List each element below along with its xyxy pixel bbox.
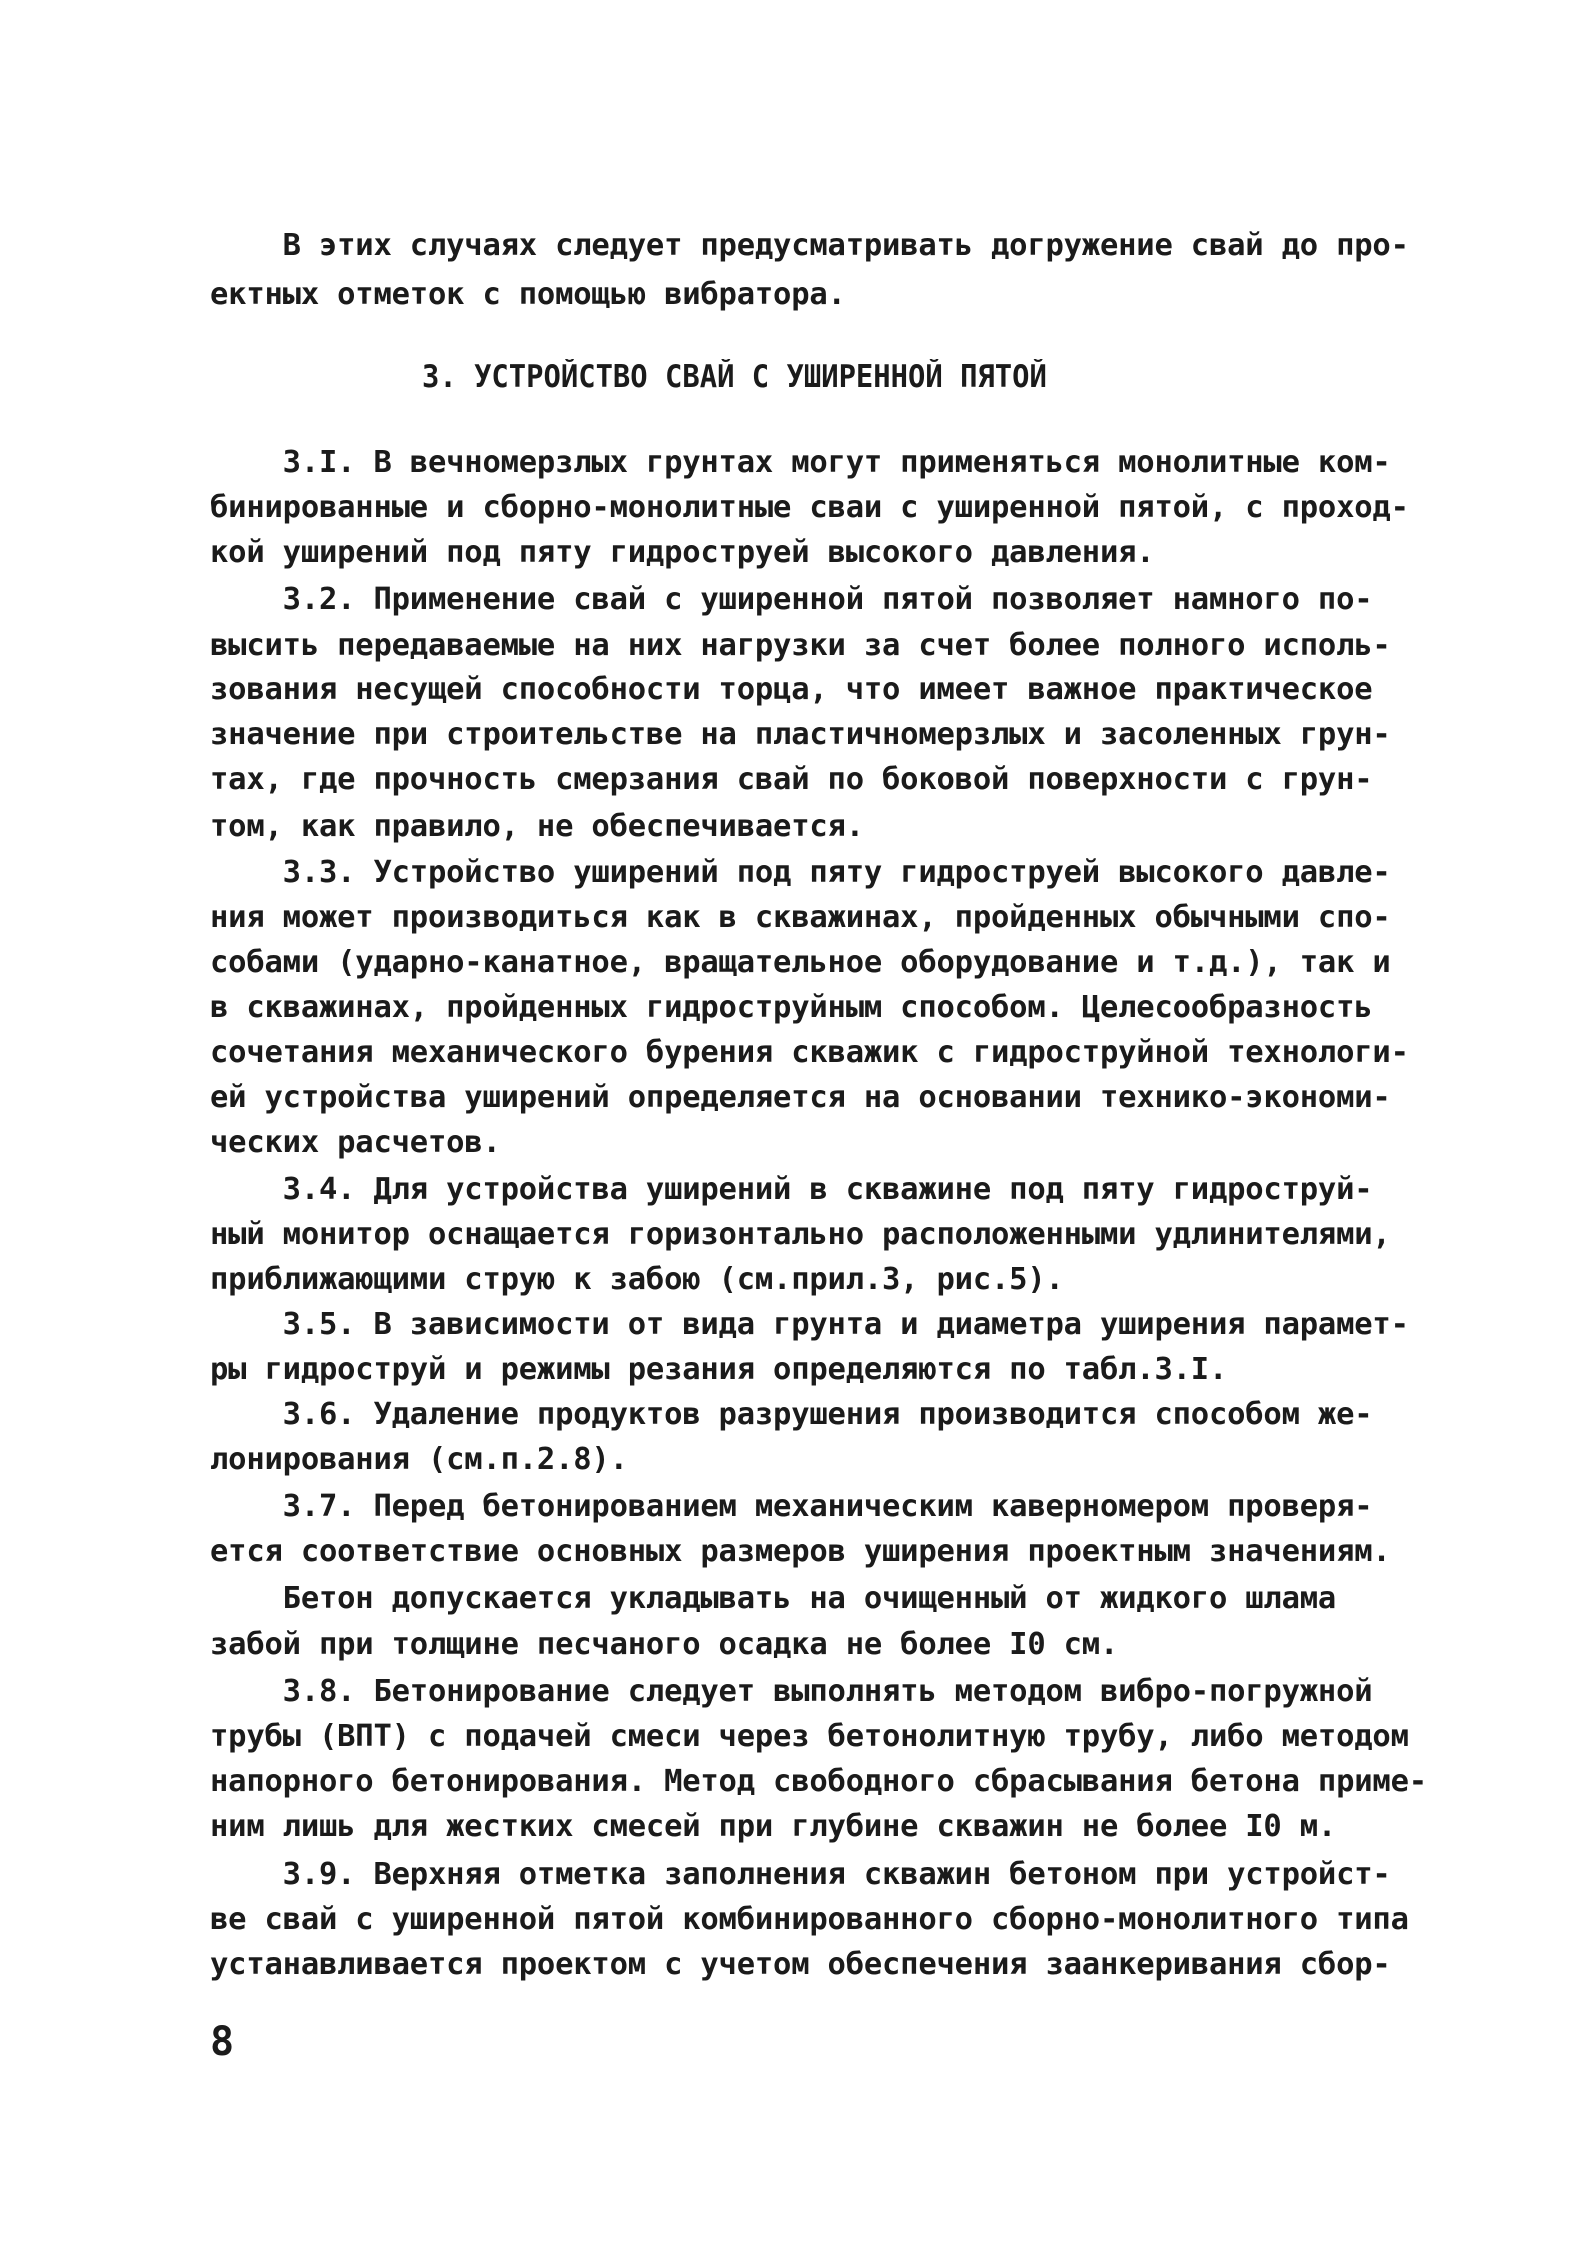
body-line: том, как правило, не обеспечивается. (210, 809, 864, 844)
body-line: трубы (ВПТ) с подачей смеси через бетонолитную трубу, либо методом (210, 1719, 1409, 1754)
body-line: 3.5. В зависимости от вида грунта и диаметра уширения парамет- (210, 1307, 1409, 1342)
body-line: ры гидроструй и режимы резания определяются по табл.3.I. (210, 1352, 1228, 1387)
body-line: 3.6. Удаление продуктов разрушения производится способом же- (210, 1397, 1373, 1432)
body-line: ним лишь для жестких смесей при глубине скважин не более I0 м. (210, 1809, 1337, 1844)
body-line: 3.4. Для устройства уширений в скважине под пяту гидроструй- (210, 1172, 1373, 1207)
body-line: Бетон допускается укладывать на очищенный от жидкого шлама (210, 1581, 1337, 1616)
body-line: забой при толщине песчаного осадка не более I0 см. (210, 1627, 1119, 1662)
body-line: тах, где прочность смерзания свай по боковой поверхности с грун- (210, 762, 1373, 797)
body-line: 3.2. Применение свай с уширенной пятой позволяет намного по- (210, 582, 1373, 617)
body-line: 3.3. Устройство уширений под пяту гидроструей высокого давле- (210, 855, 1391, 890)
body-line: ческих расчетов. (210, 1125, 501, 1160)
body-line: значение при строительстве на пластичномерзлых и засоленных грун- (210, 717, 1391, 752)
body-line: 3.I. В вечномерзлых грунтах могут применяться монолитные ком- (210, 445, 1391, 480)
body-line: собами (ударно-канатное, вращательное оборудование и т.д.), так и (210, 945, 1391, 980)
body-line: ется соответствие основных размеров уширения проектным значениям. (210, 1534, 1391, 1569)
intro-line: ектных отметок с помощью вибратора. (210, 277, 846, 312)
intro-line: В этих случаях следует предусматривать догружение свай до про- (210, 228, 1409, 263)
body-line: бинированные и сборно-монолитные сваи с уширенной пятой, с проход- (210, 490, 1409, 525)
body-line: 3.9. Верхняя отметка заполнения скважин бетоном при устройст- (210, 1857, 1391, 1892)
body-line: 3.7. Перед бетонированием механическим каверномером проверя- (210, 1489, 1373, 1524)
body-line: сочетания механического бурения скважик с гидроструйной технологи- (210, 1035, 1409, 1070)
body-line: 3.8. Бетонирование следует выполнять методом вибро-погружной (210, 1674, 1373, 1709)
body-line: высить передаваемые на них нагрузки за счет более полного исполь- (210, 628, 1391, 663)
page-number: 8 (210, 2019, 235, 2065)
section-title: 3. УСТРОЙСТВО СВАЙ С УШИРЕННОЙ ПЯТОЙ (422, 359, 1047, 395)
body-line: приближающими струю к забою (см.прил.3, рис.5). (210, 1262, 1064, 1297)
body-line: лонирования (см.п.2.8). (210, 1442, 628, 1477)
body-line: кой уширений под пяту гидроструей высокого давления. (210, 535, 1155, 570)
body-line: напорного бетонирования. Метод свободного сбрасывания бетона приме- (210, 1764, 1427, 1799)
body-line: устанавливается проектом с учетом обеспечения заанкеривания сбор- (210, 1947, 1391, 1982)
body-line: ве свай с уширенной пятой комбинированного сборно-монолитного типа (210, 1902, 1409, 1937)
body-line: ей устройства уширений определяется на основании технико-экономи- (210, 1080, 1391, 1115)
body-line: в скважинах, пройденных гидроструйным способом. Целесообразность (210, 990, 1373, 1025)
body-line: ния может производиться как в скважинах, пройденных обычными спо- (210, 900, 1391, 935)
body-line: ный монитор оснащается горизонтально расположенными удлинителями, (210, 1217, 1391, 1252)
body-line: зования несущей способности торца, что имеет важное практическое (210, 672, 1373, 707)
